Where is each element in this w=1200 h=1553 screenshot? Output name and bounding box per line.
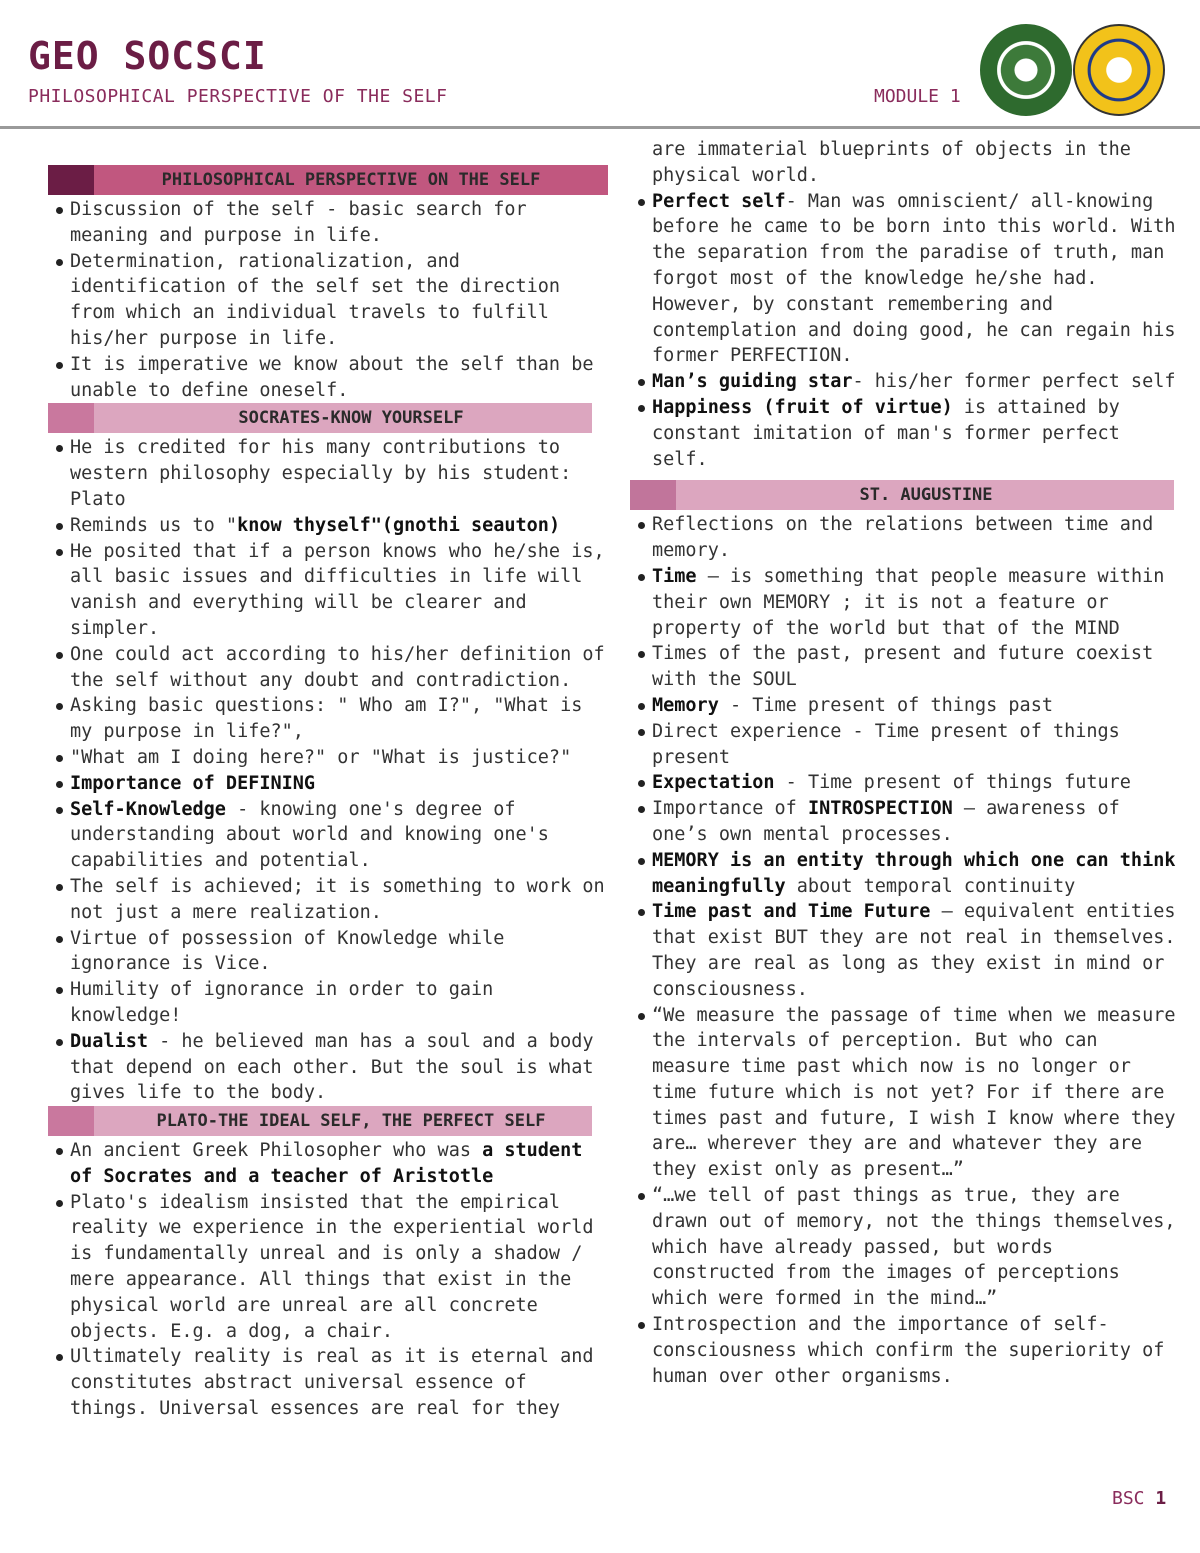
list-item: Humility of ignorance in order to gain knowledge! [48,977,614,1029]
list-item: Happiness (fruit of virtue) is attained by constant imitation of man's former perfect self. [630,395,1182,472]
list-item: He posited that if a person knows who he/she is, all basic issues and difficulties in life will vanish and everything will be clearer and simpler. [48,539,614,642]
university-seal-logo [980,24,1072,116]
plato-list-continued [630,189,1182,473]
list-item: Reflections on the relations between time and memory. [630,512,1182,564]
philosophical-list [48,197,614,403]
list-item: Introspection and the importance of self-consciousness which confirm the superiority of human over other organisms. [630,1312,1182,1389]
list-item: Direct experience - Time present of things present [630,719,1182,771]
list-item: Time – is something that people measure within their own MEMORY ; it is not a feature or property of the world but that of the MIND [630,564,1182,641]
list-item: Importance of INTROSPECTION – awareness of one’s own mental processes. [630,796,1182,848]
list-item: Importance of DEFINING [48,771,614,797]
list-item: Dualist - he believed man has a soul and a body that depend on each other. But the soul is what gives life to the body. [48,1029,614,1106]
list-item: Plato's idealism insisted that the empirical reality we experience in the experiential world is fundamentally unreal and is only a shadow / mere appearance. All things that exist in the physical world are unreal are all concrete objects. E.g. a dog, a chair. [48,1190,614,1345]
section-header-augustine: ST. AUGUSTINE [630,480,1182,510]
list-item: Times of the past, present and future coexist with the SOUL [630,641,1182,693]
list-item: Expectation - Time present of things future [630,770,1182,796]
list-item: Determination, rationalization, and identification of the self set the direction from which an individual travels to fulfill his/her purpose in life. [48,249,614,352]
list-item: One could act according to his/her definition of the self without any doubt and contradiction. [48,642,614,694]
list-item: Man’s guiding star- his/her former perfect self [630,369,1182,395]
list-item: An ancient Greek Philosopher who was a student of Socrates and a teacher of Aristotle [48,1138,614,1190]
augustine-list [630,512,1182,1389]
list-item: Discussion of the self - basic search for meaning and purpose in life. [48,197,614,249]
page-subtitle: PHILOSOPHICAL PERSPECTIVE OF THE SELF [28,86,448,107]
list-item: Time past and Time Future – equivalent entities that exist BUT they are not real in themselves. They are real as long as they exist in mind or consciousness. [630,899,1182,1002]
header-divider [0,126,1200,129]
right-column [630,137,1182,1389]
list-item: Self-Knowledge - knowing one's degree of understanding about world and knowing one's capabilities and potential. [48,797,614,874]
footer-label: BSC [1112,1488,1145,1509]
list-item: “…we tell of past things as true, they are drawn out of memory, not the things themselves, which have already passed, but words constructed from the images of perceptions which were formed in the mind…” [630,1183,1182,1312]
section-header-plato: PLATO-THE IDEAL SELF, THE PERFECT SELF [48,1106,614,1136]
socrates-list [48,435,614,1106]
list-item: "What am I doing here?" or "What is justice?" [48,745,614,771]
list-item: The self is achieved; it is something to work on not just a mere realization. [48,874,614,926]
list-item: Virtue of possession of Knowledge while ignorance is Vice. [48,926,614,978]
left-column [48,165,614,1422]
list-item: Asking basic questions: " Who am I?", "What is my purpose in life?", [48,693,614,745]
list-item: Memory - Time present of things past [630,693,1182,719]
government-seal-logo [1073,24,1165,116]
list-item: MEMORY is an entity through which one can think meaningfully about temporal continuity [630,848,1182,900]
page-number: 1 [1155,1488,1167,1509]
plato-continuation: are immaterial blueprints of objects in the physical world. [652,139,1131,186]
list-item: It is imperative we know about the self than be unable to define oneself. [48,352,614,404]
list-item: Reminds us to "know thyself"(gnothi seauton) [48,513,614,539]
module-label: MODULE 1 [874,86,961,107]
section-header-socrates: SOCRATES-KNOW YOURSELF [48,403,614,433]
plato-list [48,1138,614,1422]
page-footer [1112,1488,1166,1509]
list-item: “We measure the passage of time when we measure the intervals of perception. But who can measure time past which now is no longer or time future which is not yet? For if there are times past and future, I wish I know where they are… wherever they are and whatever they are they exist only as present…” [630,1003,1182,1184]
list-item: Ultimately reality is real as it is eternal and constitutes abstract universal essence of things. Universal essences are real for they [48,1344,614,1421]
list-item: Perfect self- Man was omniscient/ all-knowing before he came to be born into this world. With the separation from the paradise of truth, man forgot most of the knowledge he/she had. However, by constant remembering and contemplation and doing good, he can regain his former PERFECTION. [630,189,1182,370]
list-item: He is credited for his many contributions to western philosophy especially by his student: Plato [48,435,614,512]
page-title: GEO SOCSCI [28,34,267,78]
section-header-philosophical: PHILOSOPHICAL PERSPECTIVE ON THE SELF [48,165,614,195]
